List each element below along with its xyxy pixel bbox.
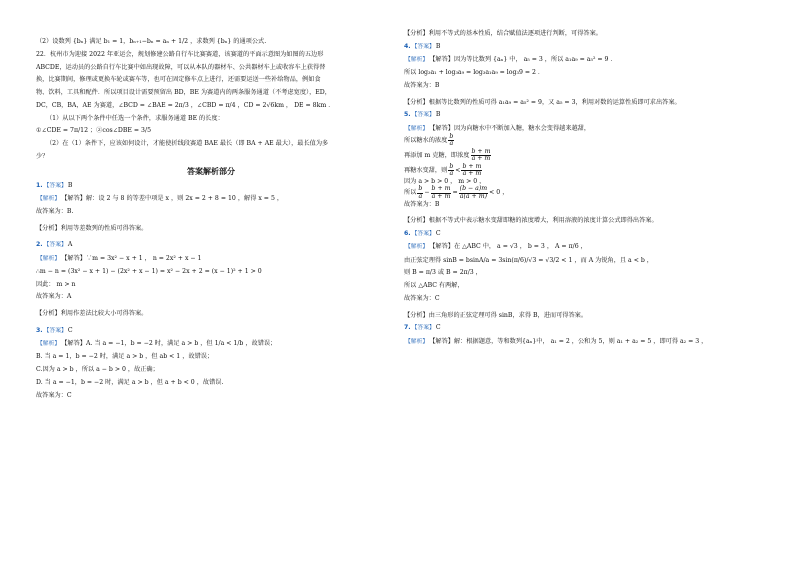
- numerator: (b − a)m: [459, 185, 488, 193]
- answer-tag: 【答案】: [43, 242, 67, 249]
- right-column: [404, 30, 764, 346]
- denominator: a + m: [462, 169, 482, 177]
- numerator: b: [449, 162, 454, 170]
- denominator: a: [449, 139, 454, 147]
- answer-6-header: [404, 230, 764, 238]
- answer-7-value: C: [435, 324, 441, 332]
- solution-text: 【解答】因为等比数列 {aₙ} 中， a₅ = 3 ，所以 a₁a₉ = a₅² = 9 ．: [429, 55, 617, 63]
- q22-line4: 物、饮料，工具和配件．所以项目设计需要预留出 BD，BE 为赛道内的两条服务通道（不考虑宽度），ED，: [36, 89, 331, 96]
- answer-4-step: 所以 log₃a₁ + log₃a₉ = log₃a₁a₉ = log₃9 = 2 ．: [404, 69, 545, 77]
- answer-tag: 【答案】: [411, 325, 435, 332]
- solution-text: 【解答】因为向糖水中不断加入糖，糖水会变得越来越甜，: [429, 124, 591, 132]
- answer-1-solution: [36, 195, 386, 203]
- step-text: 所以糖水的浓度: [404, 136, 448, 144]
- q22-line3: 换，比赛期间，修理或更换车轮或赛车等，也可在固定修车点上进行，还需要运送一些补给物品，例如食: [36, 76, 321, 84]
- answer-5-step4: 因为 a > b > 0 ， m > 0 ，: [404, 177, 486, 185]
- answer-tag: 【答案】: [411, 231, 435, 238]
- answer-5-solution: [404, 125, 764, 133]
- q21-part2: （2）设数列 {bₙ} 满足 b₁ = 1，bₙ₊₁−bₙ = aₙ + 1/2 ，求数列 {bₙ} 的通项公式.: [36, 38, 267, 45]
- answer-5-analysis: 【分析】根据不等式中表示糖水变甜即糖的浓度增大，利用溶液的浓度计算公式即得出答案。: [404, 217, 658, 225]
- numerator: b + m: [431, 185, 451, 193]
- numerator: b + m: [462, 162, 482, 170]
- answer-1-value: B: [67, 181, 73, 189]
- solution-text: 【解答】解：设 2 与 8 的等差中项是 x ，则 2x = 2 + 8 = 10 ，解得 x = 5 ，: [61, 194, 284, 202]
- answer-tag: 【答案】: [43, 182, 67, 189]
- answer-7-solution: [404, 338, 764, 346]
- answer-3-option-b: B. 当 a = 1，b = −2 时，满足 a > b ，但 ab < 1 ，故错误；: [36, 353, 214, 361]
- q22-line5: DC，CB，BA，AE 为赛道，∠BCD = ∠BAE = 2π/3 ，∠CBD = π/4 ，CD = 2√6km ， DE = 8km ．: [36, 101, 335, 109]
- solution-tag: 【解析】: [37, 255, 61, 262]
- answer-3-value: C: [67, 326, 73, 334]
- answer-5-number: 5.: [404, 111, 411, 119]
- step-text: < 0 ，: [489, 189, 509, 197]
- answer-4-value: B: [435, 42, 441, 50]
- solution-tag: 【解析】: [405, 338, 429, 345]
- answer-1-number: 1.: [36, 181, 43, 189]
- answer-6-solution: [404, 243, 764, 251]
- answer-tag: 【答案】: [411, 43, 435, 50]
- denominator: a: [449, 169, 454, 177]
- answer-tag: 【答案】: [43, 327, 67, 334]
- answer-section-title: 答案解析部分: [187, 166, 235, 176]
- step-text: 再添加 m 克糖，即浓度: [404, 151, 470, 159]
- answer-2-value: A: [67, 241, 73, 249]
- answer-3-option-d: D. 当 a = −1，b = −2 时，满足 a > b ，但 a + b < 0 ，故错误.: [36, 378, 224, 386]
- fraction: [471, 149, 492, 162]
- answer-4-header: [404, 43, 764, 51]
- fraction: [448, 134, 454, 147]
- q22-line2: ABCDE，运动员的公路自行车比赛中如出现故障，可以从本队的器材车、公共器材车上或收容车上获得替: [36, 63, 326, 71]
- numerator: b: [418, 185, 423, 193]
- solution-text: 【解答】解：根据题意，等和数列{aₙ}中， a₁ = 2 ，公和为 5，则 a₁ + a₂ = 5 ，即可得 a₂ = 3 ，: [429, 337, 708, 345]
- answer-3-solution: [36, 340, 386, 348]
- q22-options: ①∠CDE = 7π/12 ；②cos∠DBE = 3/5: [36, 127, 152, 135]
- step-text: 所以: [404, 189, 417, 197]
- solution-tag: 【解析】: [37, 341, 61, 348]
- left-column: [36, 38, 386, 399]
- answer-6-number: 6.: [404, 230, 411, 238]
- fraction: [417, 186, 423, 199]
- answer-5-step5: [404, 186, 764, 201]
- solution-tag: 【解析】: [405, 244, 429, 251]
- operator: <: [455, 166, 461, 174]
- answer-2-solution: [36, 255, 386, 263]
- numerator: b: [449, 132, 454, 140]
- q22-line1: 22．杭州市为迎接 2022 年亚运会，规划修建公路自行车比赛赛道，该赛道的平面示意图为如图的五边形: [36, 50, 324, 58]
- solution-tag: 【解析】: [405, 125, 429, 132]
- answer-6-conclusion: 故答案为：C: [404, 294, 440, 302]
- answer-4-number: 4.: [404, 42, 411, 50]
- answer-5-value: B: [435, 111, 441, 119]
- answer-6-value: C: [435, 230, 441, 238]
- answer-3-analysis: 【分析】利用不等式的基本性质，结合赋值法逐项进行判断，可得答案。: [404, 30, 602, 37]
- answer-2-number: 2.: [36, 241, 43, 249]
- denominator: a: [418, 192, 423, 200]
- solution-text: 【解答】在 △ABC 中， a = √3 ， b = 3 ， A = π/6 ，: [429, 243, 587, 251]
- solution-text: 【解答】A. 当 a = −1，b = −2 时，满足 a > b ，但 1/a < 1/b ，故错误；: [61, 340, 277, 348]
- answer-3-header: [36, 327, 386, 335]
- operator: =: [452, 189, 458, 197]
- answer-5-conclusion: 故答案为：B: [404, 200, 440, 208]
- numerator: b + m: [471, 147, 491, 155]
- answer-6-step3: 所以 △ABC 有两解，: [404, 282, 464, 290]
- answer-7-header: [404, 324, 764, 332]
- answer-5-step1: [404, 133, 764, 148]
- answer-4-conclusion: 故答案为：B: [404, 81, 440, 89]
- solution-tag: 【解析】: [405, 56, 429, 63]
- answer-2-then: 因此： m > n: [36, 280, 76, 288]
- answer-3-option-c: C.因为 a > b ，所以 a − b > 0 ，故正确；: [36, 366, 159, 374]
- denominator: a(a + m): [459, 192, 487, 200]
- answer-6-analysis: 【分析】由三角形的正弦定理可得 sinB，求得 B，进而可得答案。: [404, 311, 588, 319]
- fraction: [448, 164, 454, 177]
- fraction: [459, 186, 488, 199]
- answer-6-step2: 则 B = π/3 或 B = 2π/3 ，: [404, 269, 482, 277]
- fraction: [461, 164, 482, 177]
- solution-text: 【解答】∵m = 3x² − x + 1 ， n = 2x² + x − 1: [61, 254, 202, 262]
- answer-5-step3: [404, 163, 764, 178]
- denominator: a + m: [471, 154, 491, 162]
- answer-3-number: 3.: [36, 326, 43, 334]
- solution-tag: 【解析】: [37, 195, 61, 202]
- answer-4-solution: [404, 56, 764, 64]
- answer-2-analysis: 【分析】利用作差法比较大小可得答案。: [36, 310, 148, 318]
- answer-1-conclusion: 故答案为：B.: [36, 207, 74, 215]
- operator: −: [424, 189, 430, 197]
- answer-3-conclusion: 故答案为：C: [36, 391, 72, 399]
- answer-2-header: [36, 241, 386, 249]
- answer-2-step: ∴m − n = (3x² − x + 1) − (2x² + x − 1) = x² − 2x + 2 = (x − 1)² + 1 > 0: [36, 267, 262, 275]
- answer-1-header: [36, 182, 386, 190]
- answer-5-step2: [404, 148, 764, 163]
- answer-4-analysis: 【分析】根据等比数列的性质可得 a₁a₉ = a₅² = 9，又 a₅ = 3，利用对数的运算性质即可求出答案。: [404, 98, 681, 106]
- answer-7-number: 7.: [404, 324, 411, 332]
- answer-6-step1: 由正弦定理得 sinB = bsinA/a = 3sin(π/6)/√3 = √3/2 < 1 ，而 A 为锐角，且 a < b ，: [404, 256, 653, 264]
- answer-1-analysis: 【分析】利用等差数列的性质可得答案。: [36, 224, 148, 232]
- answer-tag: 【答案】: [411, 112, 435, 119]
- step-text: 再糖水变甜，则: [404, 166, 448, 174]
- q22-part1: （1）从以下两个条件中任选一个条件，求服务通道 BE 的长度：: [46, 114, 224, 122]
- q22-part2-a: （2）在（1）条件下，应该如何设计，才能使折线段赛道 BAE 最长（即 BA + AE 最大），最长值为多: [46, 140, 329, 147]
- answer-5-header: [404, 111, 764, 119]
- answer-2-conclusion: 故答案为：A: [36, 293, 72, 301]
- q22-part2-b: 少？: [36, 152, 49, 160]
- fraction: [431, 186, 452, 199]
- denominator: a + m: [431, 192, 451, 200]
